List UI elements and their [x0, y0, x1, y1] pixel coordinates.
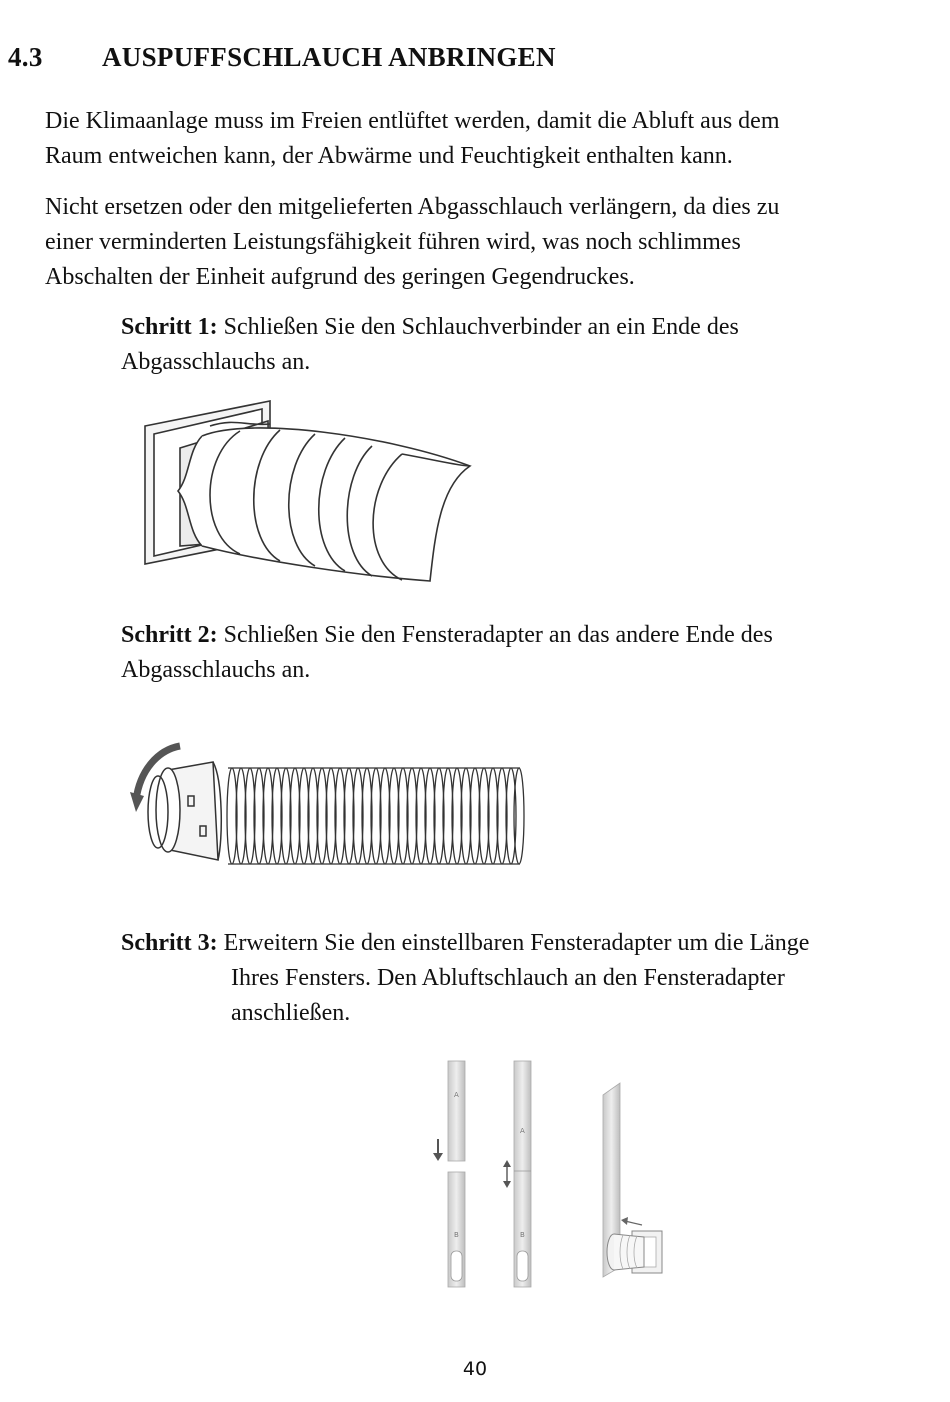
step-1-label: Schritt 1:	[121, 314, 218, 340]
page-number: 40	[462, 1358, 488, 1380]
step-3-line-2: Ihres Fensters. Den Abluftschlauch an den Fensteradapter	[231, 965, 785, 991]
adapter-panel-separate	[433, 1061, 465, 1287]
label-b-1: B	[454, 1231, 459, 1239]
arrow-up-icon	[503, 1160, 511, 1167]
warning-line-1: Nicht ersetzen oder den mitgelieferten Abgasschlauch verlängern, da dies zu	[45, 194, 780, 220]
warning-line-2: einer verminderten Leistungsfähigkeit führen wird, was noch schlimmes	[45, 229, 741, 255]
warning-paragraph	[45, 190, 779, 295]
intro-line-2: Raum entweichen kann, der Abwärme und Feuchtigkeit enthalten kann.	[45, 143, 733, 169]
section-heading	[8, 42, 556, 73]
arrow-down-icon	[503, 1181, 511, 1188]
step-3-label: Schritt 3:	[121, 930, 218, 956]
label-a-2: A	[520, 1127, 525, 1135]
intro-line-1: Die Klimaanlage muss im Freien entlüftet werden, damit die Abluft aus dem	[45, 108, 780, 134]
section-title: AUSPUFFSCHLAUCH ANBRINGEN	[102, 42, 556, 72]
step-3-line-1: Erweitern Sie den einstellbaren Fensteradapter um die Länge	[217, 930, 810, 956]
adjustable-window-adapter-illustration	[420, 1055, 680, 1295]
label-b-2: B	[520, 1231, 525, 1239]
step-2-line-2: Abgasschlauchs an.	[121, 657, 311, 683]
arrow-left-icon	[621, 1217, 628, 1225]
step-2-label: Schritt 2:	[121, 622, 218, 648]
step-2-line-1: Schließen Sie den Fensteradapter an das andere Ende des	[217, 622, 773, 648]
step-1	[121, 310, 739, 380]
arrow-down-icon	[433, 1153, 443, 1161]
step-1-line-2: Abgasschlauchs an.	[121, 349, 311, 375]
adapter-panel-joined	[503, 1061, 531, 1287]
section-number: 4.3	[8, 42, 43, 72]
intro-paragraph	[45, 104, 779, 174]
step-3	[121, 926, 809, 1031]
step-1-line-1: Schließen Sie den Schlauchverbinder an ein Ende des	[217, 314, 739, 340]
window-adapter-hose-illustration	[128, 740, 528, 872]
rotate-arrow-icon	[130, 792, 144, 812]
step-3-line-3: anschließen.	[231, 1000, 351, 1026]
label-a-1: A	[454, 1091, 459, 1099]
corrugated-hose	[227, 768, 524, 864]
hose-connector-illustration	[140, 396, 480, 586]
step-2	[121, 618, 773, 688]
warning-line-3: Abschalten der Einheit aufgrund des geringen Gegendruckes.	[45, 264, 635, 290]
adapter-installed-with-hose	[603, 1083, 662, 1277]
